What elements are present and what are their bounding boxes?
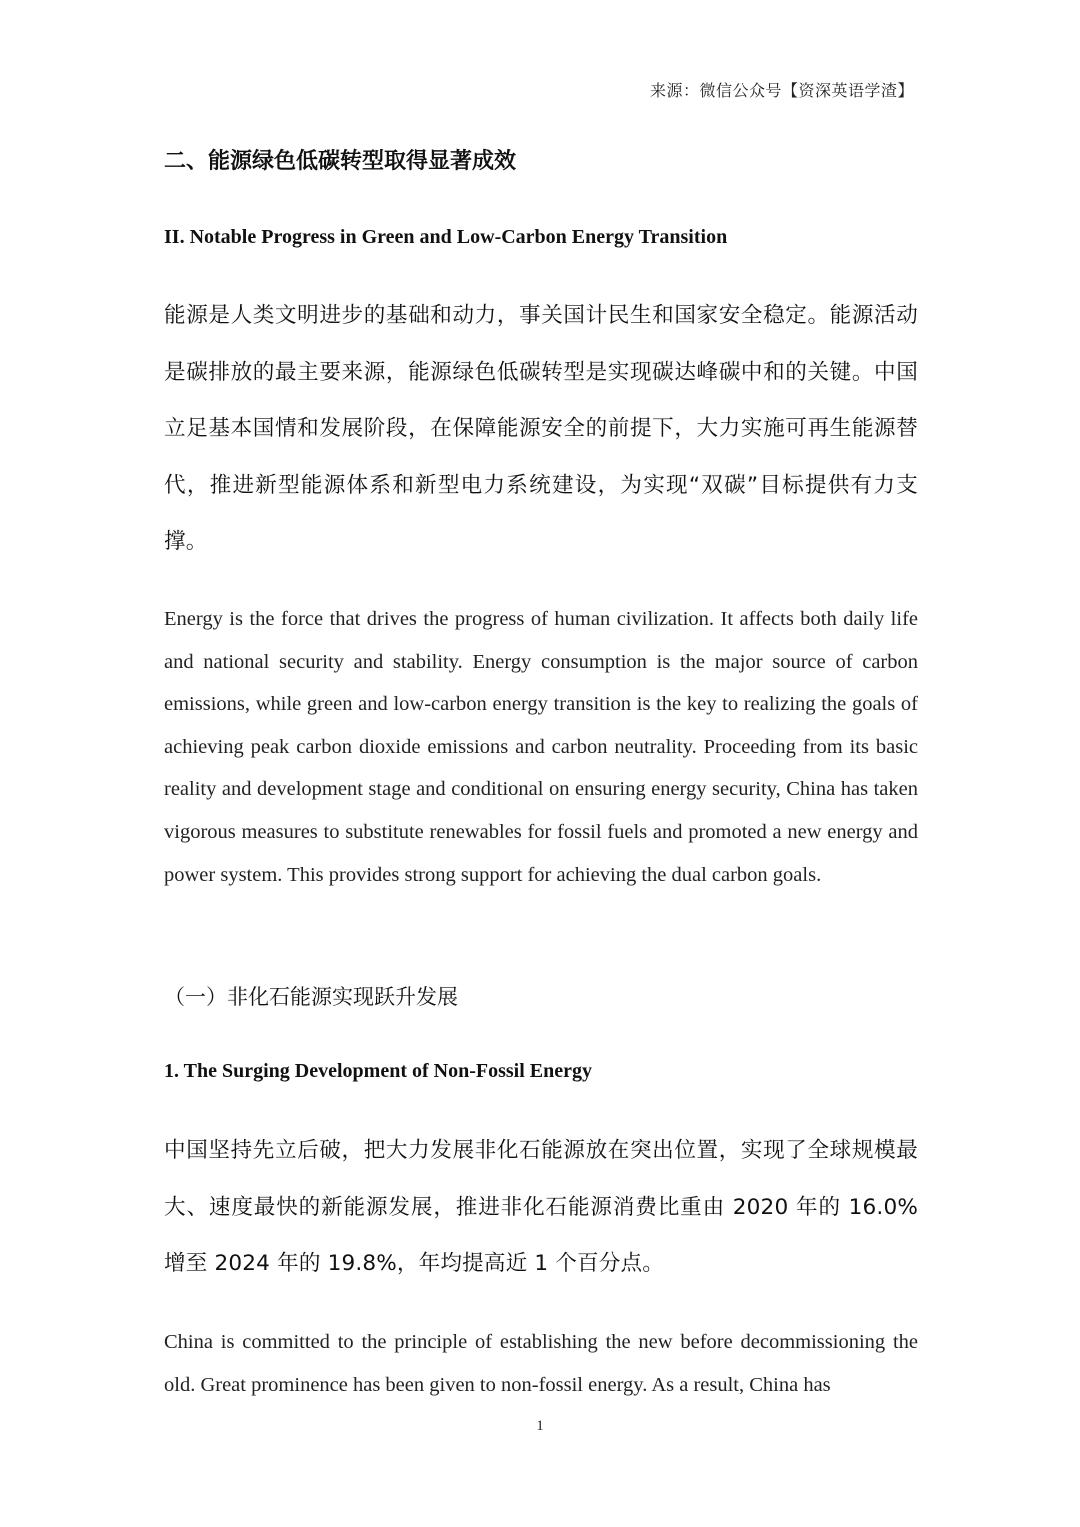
subsection-title-en: 1. The Surging Development of Non-Fossil Energy — [164, 1060, 592, 1082]
subsection-paragraph-zh: 中国坚持先立后破，把大力发展非化石能源放在突出位置，实现了全球规模最大、速度最快的新能源发展，推进非化石能源消费比重由 2020 年的 16.0% 增至 2024 年的 19.8%，年均提高近 1 个百分点。 — [164, 1138, 918, 1276]
subsection-paragraph-en: China is committed to the principle of establishing the new before decommissioning the old. Great prominence has been given to non-fossil energy. As a result, China has — [164, 1331, 918, 1396]
section-paragraph-en: Energy is the force that drives the progress of human civilization. It affects both daily life and national security and stability. Energy consumption is the major source of carbon emissions, while green and low-carbon energy transition is the key to realizing the goals of achieving peak carbon dioxide emissions and carbon neutrality. Proceeding from its basic reality and development stage and conditional on ensuring energy security, China has taken vigorous measures to substitute renewables for fossil fuels and promoted a new energy and power system. This provides strong support for achieving the dual carbon goals. — [164, 608, 918, 886]
section-paragraph-zh: 能源是人类文明进步的基础和动力，事关国计民生和国家安全稳定。能源活动是碳排放的最主要来源，能源绿色低碳转型是实现碳达峰碳中和的关键。中国立足基本国情和发展阶段，在保障能源安全的前提下，大力实施可再生能源替代，推进新型能源体系和新型电力系统建设，为实现“双碳”目标提供有力支撑。 — [164, 303, 918, 554]
section-paragraph-zh-block — [164, 288, 918, 571]
subsection-title-zh: （一）非化石能源实现跃升发展 — [164, 985, 458, 1009]
section-title-zh: 二、能源绿色低碳转型取得显著成效 — [164, 149, 517, 174]
section-paragraph-en-block — [164, 598, 918, 896]
section-title-en: II. Notable Progress in Green and Low-Carbon Energy Transition — [164, 226, 728, 248]
subsection-paragraph-zh-block — [164, 1123, 918, 1293]
subsection-paragraph-en-block — [164, 1321, 918, 1406]
source-header: 来源：微信公众号【资深英语学渣】 — [649, 81, 914, 100]
page-number: 1 — [536, 1418, 544, 1434]
